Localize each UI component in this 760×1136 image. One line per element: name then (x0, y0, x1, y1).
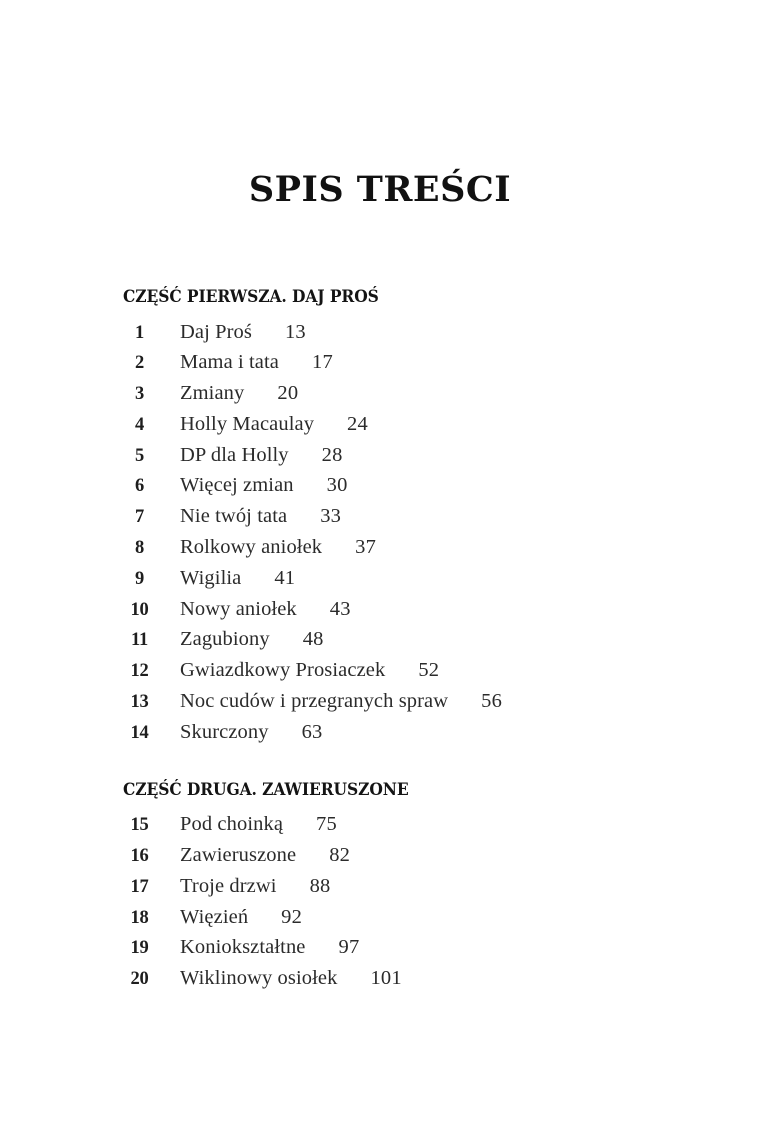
entry-number: 19 (130, 938, 149, 959)
entry-title: Troje drzwi (180, 874, 277, 897)
entry-title: Skurczony (180, 720, 269, 743)
entry-page-number: 33 (320, 505, 342, 528)
entry-page-number: 56 (481, 690, 503, 713)
entry-page-number: 17 (312, 351, 333, 374)
toc-part (123, 779, 703, 994)
entry-page-number: 75 (316, 813, 337, 836)
entry-number: 12 (130, 661, 149, 682)
toc-part (123, 289, 703, 748)
entry-number: 6 (135, 476, 144, 497)
entry-page-number: 43 (329, 597, 351, 620)
entry-number: 4 (135, 414, 144, 435)
entry-number: 10 (130, 599, 149, 620)
toc-entry[interactable] (123, 840, 703, 871)
entry-title: Zmiany (180, 382, 245, 405)
entry-number: 18 (130, 907, 149, 928)
toc-entry[interactable] (123, 532, 703, 563)
part-heading: CZĘŚĆ PIERWSZA. DAJ PROŚ (123, 287, 379, 306)
entry-number: 2 (135, 353, 144, 374)
entry-page-number: 63 (301, 720, 323, 743)
entry-page-number: 88 (309, 874, 331, 897)
entry-number: 16 (130, 845, 149, 866)
toc-entry[interactable] (123, 871, 703, 902)
entry-page-number: 48 (302, 628, 324, 651)
toc-entry[interactable] (123, 655, 703, 686)
entry-page-number: 41 (274, 566, 296, 589)
entry-title: Zawieruszone (180, 843, 297, 866)
toc-entry[interactable] (123, 347, 703, 378)
entry-number: 5 (135, 445, 144, 466)
entry-number: 9 (135, 568, 144, 589)
toc-entry[interactable] (123, 963, 703, 994)
entry-page-number: 97 (338, 936, 360, 959)
entry-title: Wigilia (180, 566, 242, 589)
page-title: SPIS TREŚCI (248, 169, 512, 210)
toc-entry[interactable] (123, 563, 703, 594)
entry-page-number: 52 (418, 659, 440, 682)
entry-page-number: 28 (321, 443, 343, 466)
entry-number: 7 (135, 507, 144, 528)
entry-number: 15 (130, 815, 149, 836)
entry-page-number: 24 (347, 412, 368, 435)
part-heading: CZĘŚĆ DRUGA. ZAWIERUSZONE (123, 779, 409, 799)
entry-title: Noc cudów i przegranych spraw (180, 690, 449, 713)
toc-entry[interactable] (123, 409, 703, 440)
toc-entry[interactable] (123, 378, 703, 409)
toc-entry[interactable] (123, 809, 703, 840)
toc-entry[interactable] (123, 501, 703, 532)
entry-page-number: 13 (284, 320, 306, 343)
toc-entry[interactable] (123, 317, 703, 348)
entry-title: Mama i tata (180, 351, 280, 374)
entry-number: 3 (135, 384, 144, 405)
entry-title: Gwiazdkowy Prosiaczek (180, 659, 386, 682)
entry-title: Holly Macaulay (180, 412, 315, 435)
table-of-contents (123, 289, 703, 994)
entry-title: DP dla Holly (180, 443, 289, 466)
entry-title: Daj Proś (180, 320, 252, 343)
toc-entry[interactable] (123, 440, 703, 471)
entry-number: 1 (135, 322, 144, 343)
entry-number: 20 (130, 969, 149, 990)
entry-page-number: 82 (329, 843, 351, 866)
toc-entry[interactable] (123, 717, 703, 748)
entry-number: 13 (130, 692, 149, 713)
entry-page-number: 20 (277, 382, 299, 405)
entry-title: Rolkowy aniołek (180, 536, 323, 559)
entry-number: 17 (130, 876, 149, 897)
toc-entry[interactable] (123, 902, 703, 933)
entry-title: Wiklinowy osiołek (180, 967, 338, 990)
entry-title: Więzień (180, 905, 249, 928)
entry-page-number: 37 (355, 536, 377, 559)
entry-number: 8 (135, 538, 144, 559)
entry-title: Pod choinką (180, 813, 284, 836)
entry-number: 14 (130, 722, 149, 743)
entry-title: Więcej zmian (180, 474, 294, 497)
entry-title: Zagubiony (180, 628, 270, 651)
entry-title: Nowy aniołek (180, 597, 297, 620)
entry-page-number: 92 (281, 905, 303, 928)
toc-entry[interactable] (123, 686, 703, 717)
toc-entry[interactable] (123, 470, 703, 501)
entry-number: 11 (131, 630, 148, 651)
toc-entry[interactable] (123, 594, 703, 625)
entry-title: Koniokształtne (180, 936, 306, 959)
toc-entry[interactable] (123, 932, 703, 963)
entry-title: Nie twój tata (180, 505, 288, 528)
toc-entry[interactable] (123, 624, 703, 655)
entry-page-number: 30 (326, 474, 348, 497)
entry-page-number: 101 (370, 967, 402, 990)
